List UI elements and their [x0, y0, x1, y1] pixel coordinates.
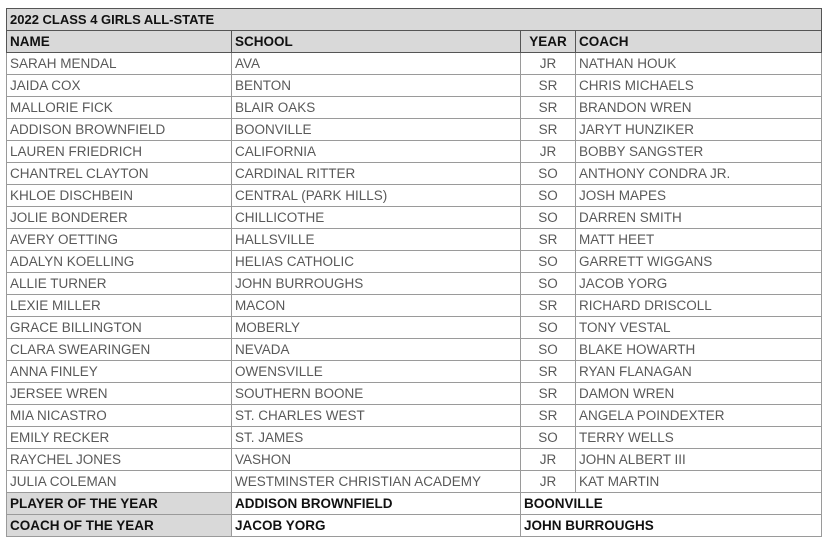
award-winner: JACOB YORG — [232, 515, 521, 537]
player-name-cell: RAYCHEL JONES — [7, 449, 232, 471]
table-row — [7, 273, 822, 295]
player-name-cell: GRACE BILLINGTON — [7, 317, 232, 339]
player-name-cell: ANNA FINLEY — [7, 361, 232, 383]
coach-cell: DAMON WREN — [576, 383, 822, 405]
player-name-cell: MALLORIE FICK — [7, 97, 232, 119]
table-row — [7, 75, 822, 97]
table-row — [7, 207, 822, 229]
table-row — [7, 471, 822, 493]
school-cell: CARDINAL RITTER — [232, 163, 521, 185]
award-detail: BOONVILLE — [521, 493, 822, 515]
player-name-cell: CLARA SWEARINGEN — [7, 339, 232, 361]
coach-cell: KAT MARTIN — [576, 471, 822, 493]
award-row — [7, 515, 822, 537]
school-cell: OWENSVILLE — [232, 361, 521, 383]
table-title-row — [7, 9, 822, 31]
coach-cell: RYAN FLANAGAN — [576, 361, 822, 383]
school-cell: BLAIR OAKS — [232, 97, 521, 119]
coach-cell: MATT HEET — [576, 229, 822, 251]
year-cell: SR — [521, 229, 576, 251]
table-row — [7, 251, 822, 273]
table-row — [7, 97, 822, 119]
player-name-cell: JERSEE WREN — [7, 383, 232, 405]
school-cell: SOUTHERN BOONE — [232, 383, 521, 405]
year-cell: JR — [521, 471, 576, 493]
player-name-cell: SARAH MENDAL — [7, 53, 232, 75]
player-name-cell: MIA NICASTRO — [7, 405, 232, 427]
coach-cell: ANTHONY CONDRA JR. — [576, 163, 822, 185]
table-row — [7, 53, 822, 75]
player-name-cell: ADALYN KOELLING — [7, 251, 232, 273]
year-cell: SO — [521, 163, 576, 185]
school-cell: CALIFORNIA — [232, 141, 521, 163]
coach-cell: NATHAN HOUK — [576, 53, 822, 75]
school-cell: BENTON — [232, 75, 521, 97]
player-name-cell: KHLOE DISCHBEIN — [7, 185, 232, 207]
coach-cell: JOSH MAPES — [576, 185, 822, 207]
table-row — [7, 427, 822, 449]
all-state-table — [6, 8, 822, 537]
player-name-cell: JAIDA COX — [7, 75, 232, 97]
school-cell: ST. CHARLES WEST — [232, 405, 521, 427]
coach-cell: JACOB YORG — [576, 273, 822, 295]
player-name-cell: ADDISON BROWNFIELD — [7, 119, 232, 141]
school-cell: CENTRAL (PARK HILLS) — [232, 185, 521, 207]
column-header-coach: COACH — [576, 31, 822, 53]
table-row — [7, 141, 822, 163]
school-cell: WESTMINSTER CHRISTIAN ACADEMY — [232, 471, 521, 493]
school-cell: ST. JAMES — [232, 427, 521, 449]
table-row — [7, 163, 822, 185]
all-state-table-container — [6, 8, 821, 537]
table-title: 2022 CLASS 4 GIRLS ALL-STATE — [7, 9, 822, 31]
coach-cell: RICHARD DRISCOLL — [576, 295, 822, 317]
table-row — [7, 295, 822, 317]
table-header-row — [7, 31, 822, 53]
year-cell: SO — [521, 207, 576, 229]
table-row — [7, 383, 822, 405]
table-row — [7, 405, 822, 427]
award-label: PLAYER OF THE YEAR — [7, 493, 232, 515]
year-cell: SO — [521, 339, 576, 361]
school-cell: VASHON — [232, 449, 521, 471]
year-cell: SR — [521, 295, 576, 317]
player-name-cell: CHANTREL CLAYTON — [7, 163, 232, 185]
year-cell: SO — [521, 251, 576, 273]
year-cell: SR — [521, 361, 576, 383]
table-row — [7, 229, 822, 251]
school-cell: MOBERLY — [232, 317, 521, 339]
table-row — [7, 339, 822, 361]
award-detail: JOHN BURROUGHS — [521, 515, 822, 537]
school-cell: JOHN BURROUGHS — [232, 273, 521, 295]
year-cell: JR — [521, 449, 576, 471]
coach-cell: JARYT HUNZIKER — [576, 119, 822, 141]
player-name-cell: JOLIE BONDERER — [7, 207, 232, 229]
award-row — [7, 493, 822, 515]
coach-cell: BOBBY SANGSTER — [576, 141, 822, 163]
table-row — [7, 119, 822, 141]
school-cell: BOONVILLE — [232, 119, 521, 141]
year-cell: SR — [521, 75, 576, 97]
table-row — [7, 185, 822, 207]
year-cell: SO — [521, 317, 576, 339]
coach-cell: TONY VESTAL — [576, 317, 822, 339]
player-name-cell: ALLIE TURNER — [7, 273, 232, 295]
column-header-name: NAME — [7, 31, 232, 53]
year-cell: SR — [521, 383, 576, 405]
school-cell: NEVADA — [232, 339, 521, 361]
award-winner: ADDISON BROWNFIELD — [232, 493, 521, 515]
school-cell: CHILLICOTHE — [232, 207, 521, 229]
coach-cell: TERRY WELLS — [576, 427, 822, 449]
coach-cell: GARRETT WIGGANS — [576, 251, 822, 273]
year-cell: SO — [521, 273, 576, 295]
table-row — [7, 449, 822, 471]
year-cell: SO — [521, 427, 576, 449]
table-row — [7, 361, 822, 383]
school-cell: MACON — [232, 295, 521, 317]
year-cell: SR — [521, 119, 576, 141]
column-header-school: SCHOOL — [232, 31, 521, 53]
player-name-cell: AVERY OETTING — [7, 229, 232, 251]
coach-cell: DARREN SMITH — [576, 207, 822, 229]
school-cell: AVA — [232, 53, 521, 75]
year-cell: JR — [521, 53, 576, 75]
school-cell: HELIAS CATHOLIC — [232, 251, 521, 273]
coach-cell: JOHN ALBERT III — [576, 449, 822, 471]
year-cell: SR — [521, 405, 576, 427]
school-cell: HALLSVILLE — [232, 229, 521, 251]
column-header-year: YEAR — [521, 31, 576, 53]
year-cell: SO — [521, 185, 576, 207]
player-name-cell: LEXIE MILLER — [7, 295, 232, 317]
award-label: COACH OF THE YEAR — [7, 515, 232, 537]
coach-cell: CHRIS MICHAELS — [576, 75, 822, 97]
player-name-cell: LAUREN FRIEDRICH — [7, 141, 232, 163]
year-cell: SR — [521, 97, 576, 119]
player-name-cell: EMILY RECKER — [7, 427, 232, 449]
coach-cell: ANGELA POINDEXTER — [576, 405, 822, 427]
year-cell: JR — [521, 141, 576, 163]
player-name-cell: JULIA COLEMAN — [7, 471, 232, 493]
table-row — [7, 317, 822, 339]
coach-cell: BLAKE HOWARTH — [576, 339, 822, 361]
coach-cell: BRANDON WREN — [576, 97, 822, 119]
